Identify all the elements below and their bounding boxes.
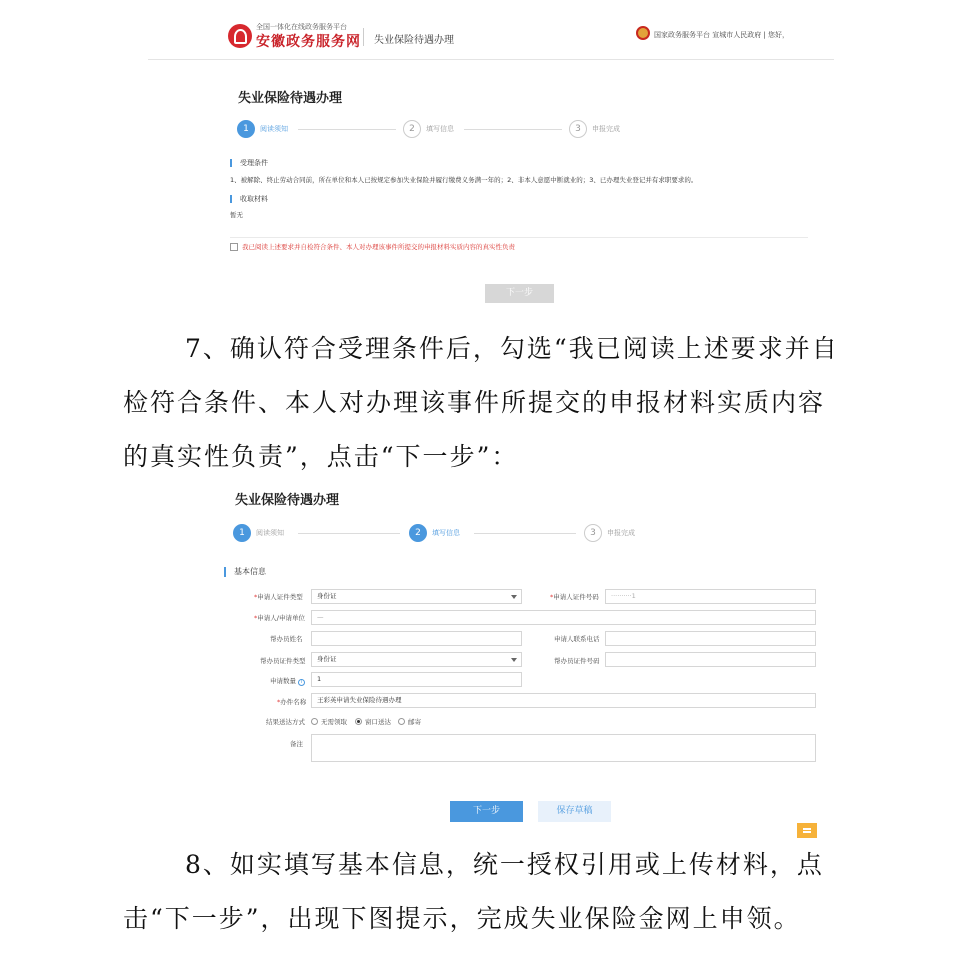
step-number: 3: [584, 524, 602, 542]
applicant-id-no-label: *申请人证件号码: [550, 593, 599, 601]
applicant-unit-label: *申请人/申请单位: [254, 614, 305, 622]
instruction-paragraph-7: [123, 322, 843, 484]
step-label: 阅读须知: [256, 529, 284, 537]
section-basic-info-heading: 基本信息: [224, 567, 266, 577]
logo-subtitle: 全国一体化在线政务服务平台: [256, 23, 347, 31]
radio-icon: [398, 718, 405, 725]
agreement-label[interactable]: 我已阅读上述要求并自检符合条件、本人对办理该事件所提交的申报材料实质内容的真实性负责: [242, 243, 515, 251]
section-conditions-heading: 受理条件: [230, 159, 268, 167]
step-connector: [298, 129, 396, 130]
step-label: 填写信息: [426, 125, 454, 133]
applicant-id-type-select[interactable]: 身份证: [311, 589, 522, 604]
agent-id-type-label: 帮办员证件类型: [260, 657, 306, 665]
agent-id-type-select[interactable]: 身份证: [311, 652, 522, 667]
step-label: 申报完成: [592, 125, 620, 133]
quantity-label: 申请数量 i: [270, 676, 305, 686]
page-title: 失业保险待遇办理: [235, 493, 340, 508]
agent-name-input[interactable]: [311, 631, 522, 646]
step-number: 2: [403, 120, 421, 138]
national-emblem-icon: [636, 26, 650, 40]
chevron-down-icon: [511, 658, 517, 662]
applicant-id-no-input[interactable]: ··········1: [605, 589, 816, 604]
agreement-checkbox[interactable]: [230, 243, 238, 251]
radio-window-delivery[interactable]: 窗口送达: [355, 717, 391, 726]
next-button[interactable]: 下一步: [450, 801, 523, 822]
instruction-paragraph-8: [123, 838, 843, 946]
applicant-id-type-label: *申请人证件类型: [254, 593, 303, 601]
radio-mail[interactable]: 邮寄: [398, 717, 421, 726]
step-connector: [474, 533, 576, 534]
remarks-label: 备注: [290, 740, 303, 748]
applicant-phone-label: 申请人联系电话: [554, 635, 600, 643]
materials-text: 暂无: [230, 211, 243, 219]
step-label: 填写信息: [432, 529, 460, 537]
back-to-top-icon[interactable]: [797, 823, 817, 838]
chevron-down-icon: [511, 595, 517, 599]
applicant-unit-input[interactable]: —: [311, 610, 816, 625]
agreement-row: [230, 237, 808, 251]
remarks-textarea[interactable]: [311, 734, 816, 762]
item-name-label: *办件名称: [277, 698, 307, 706]
quantity-input[interactable]: 1: [311, 672, 522, 687]
step-number: 1: [237, 120, 255, 138]
radio-icon: [311, 718, 318, 725]
step-connector: [464, 129, 562, 130]
step-label: 申报完成: [607, 529, 635, 537]
step-label: 阅读须知: [260, 125, 288, 133]
agent-id-no-input[interactable]: [605, 652, 816, 667]
step-number: 2: [409, 524, 427, 542]
logo-icon[interactable]: [228, 24, 252, 48]
info-icon[interactable]: i: [298, 679, 305, 686]
item-name-input[interactable]: 王彩英申请失业保险待遇办理: [311, 693, 816, 708]
header-page-title: 失业保险待遇办理: [374, 35, 454, 46]
page-title: 失业保险待遇办理: [238, 91, 343, 106]
paragraph-text: 8、如实填写基本信息，统一授权引用或上传材料，点击“下一步”，出现下图提示，完成失业保险金网上申领。: [123, 850, 824, 933]
header-user-links[interactable]: 国家政务服务平台 宣城市人民政府 | 您好，: [654, 31, 790, 39]
step-number: 3: [569, 120, 587, 138]
agent-name-label: 帮办员姓名: [270, 635, 303, 643]
next-button-disabled[interactable]: 下一步: [485, 284, 554, 303]
conditions-text: 1、被解除、终止劳动合同前，所在单位和本人已按规定参加失业保险并履行缴费义务满一年的；2、非本人意愿中断就业的；3、已办理失业登记并有求职要求的。: [230, 176, 698, 184]
header-divider: [363, 28, 364, 46]
section-materials-heading: 收取材料: [230, 195, 268, 203]
agent-id-no-label: 帮办员证件号码: [554, 657, 600, 665]
logo-title[interactable]: 安徽政务服务网: [256, 34, 361, 50]
step-number: 1: [233, 524, 251, 542]
save-draft-button[interactable]: 保存草稿: [538, 801, 611, 822]
applicant-phone-input[interactable]: [605, 631, 816, 646]
delivery-method-label: 结果送达方式: [266, 718, 305, 726]
radio-no-pickup[interactable]: 无需领取: [311, 717, 347, 726]
step-connector: [298, 533, 400, 534]
site-header: [148, 14, 834, 60]
paragraph-text: 7、确认符合受理条件后，勾选“我已阅读上述要求并自检符合条件、本人对办理该事件所提交的申报材料实质内容的真实性负责”，点击“下一步”：: [123, 334, 839, 471]
radio-selected-icon: [355, 718, 362, 725]
